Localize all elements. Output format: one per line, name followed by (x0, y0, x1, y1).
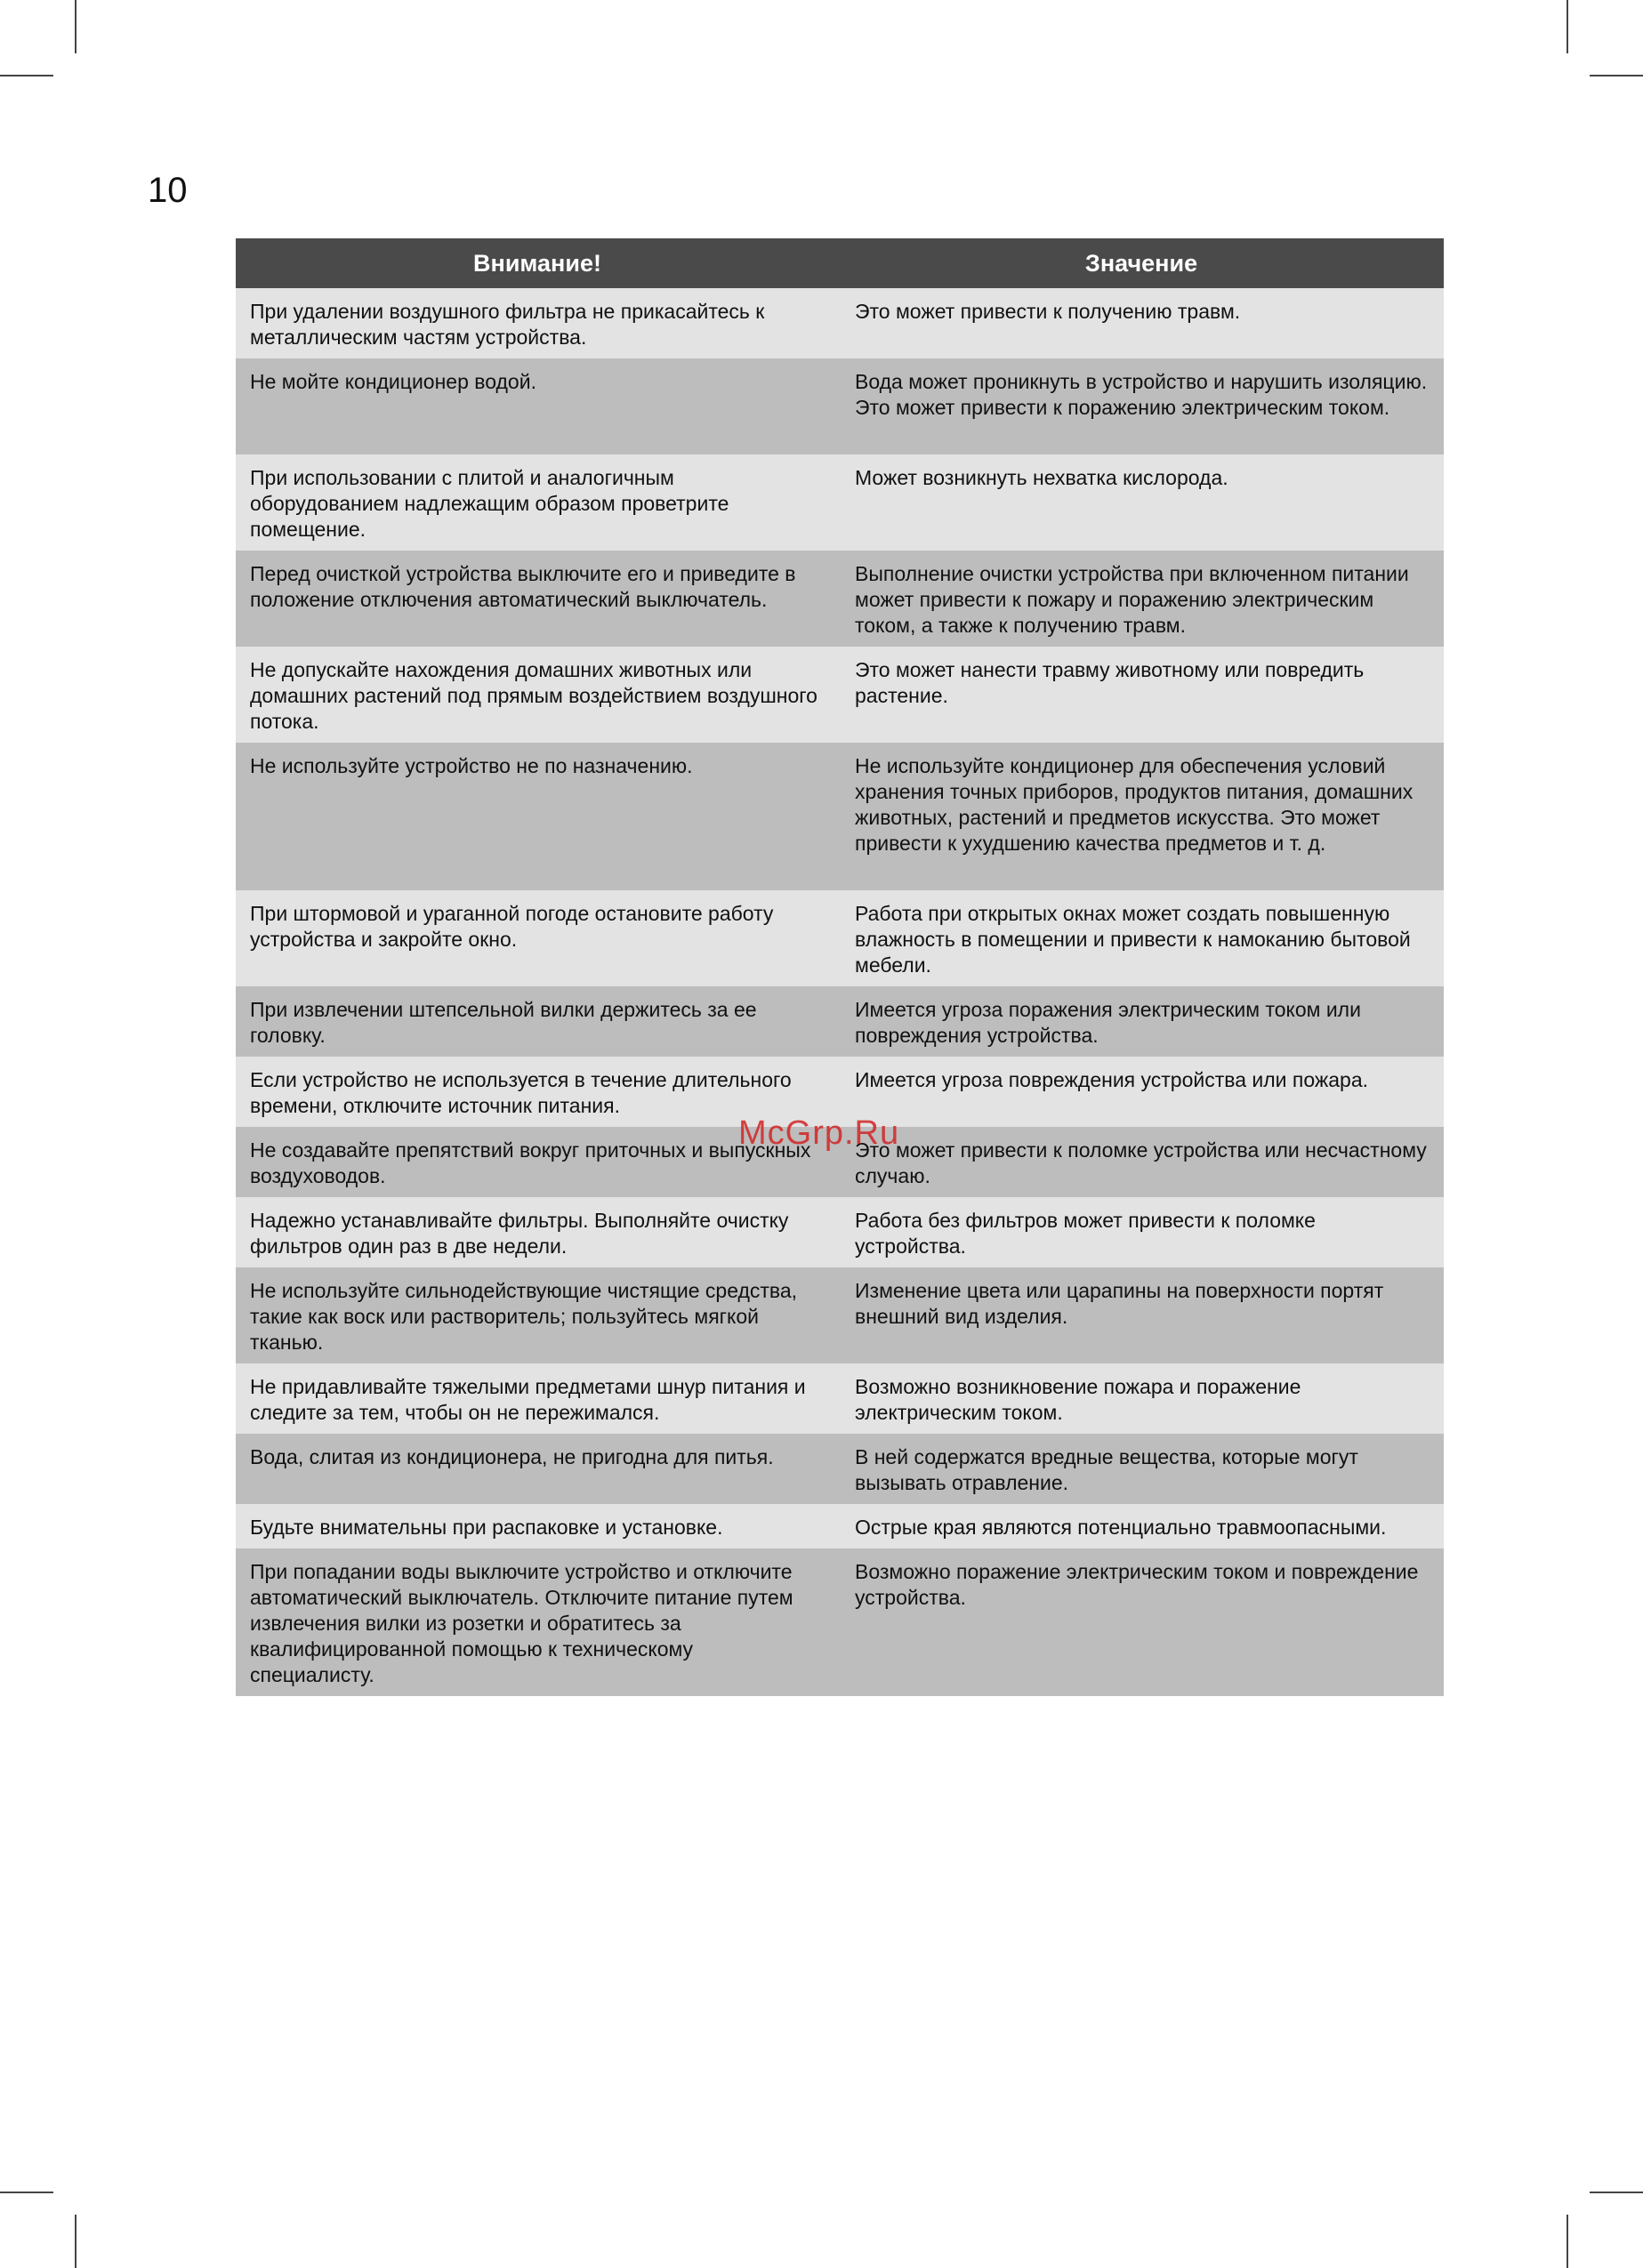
header-meaning: Значение (1084, 249, 1198, 277)
meaning-cell: Может возникнуть нехватка кислорода. (855, 466, 1228, 489)
attention-cell: Не мойте кондиционер водой. (250, 370, 536, 393)
crop-mark (75, 0, 77, 53)
crop-mark (1566, 0, 1568, 53)
table-row (236, 647, 1444, 743)
attention-cell: Не используйте сильнодействующие чистящие средства, такие как воск или растворитель; пользуйтесь мягкой тканью. (250, 1279, 798, 1354)
table-row (236, 890, 1444, 986)
safety-table (236, 238, 1444, 1696)
table-row (236, 1548, 1444, 1696)
attention-cell: При попадании воды выключите устройство и отключите автоматический выключатель. Отключите питание путем извлечения вилки из розетки и обратитесь за квалифицированной помощью к техническому специалисту. (250, 1560, 793, 1686)
meaning-cell: Это может привести к поломке устройства или несчастному случаю. (855, 1138, 1427, 1187)
meaning-cell: Это может привести к получению травм. (855, 300, 1241, 323)
meaning-cell: Вода может проникнуть в устройство и нарушить изоляцию. Это может привести к поражению электрическим током. (855, 370, 1428, 419)
watermark: McGrp.Ru (738, 1114, 900, 1152)
table-row (236, 1504, 1444, 1548)
attention-cell: Если устройство не используется в течение длительного времени, отключите источник питания. (250, 1068, 792, 1117)
crop-mark (75, 2215, 77, 2268)
attention-cell: Перед очисткой устройства выключите его и приведите в положение отключения автоматический выключатель. (250, 562, 796, 611)
attention-cell: Вода, слитая из кондиционера, не пригодна для питья. (250, 1445, 774, 1468)
attention-cell: При использовании с плитой и аналогичным оборудованием надлежащим образом проветрите помещение. (250, 466, 729, 541)
meaning-cell: Работа при открытых окнах может создать повышенную влажность в помещении и привести к намоканию бытовой мебели. (855, 902, 1411, 977)
table-row (236, 551, 1444, 647)
attention-cell: Надежно устанавливайте фильтры. Выполняйте очистку фильтров один раз в две недели. (250, 1209, 789, 1258)
attention-cell: Не используйте устройство не по назначению. (250, 754, 693, 777)
meaning-cell: Имеется угроза повреждения устройства или пожара. (855, 1068, 1369, 1091)
meaning-cell: Возможно возникновение пожара и поражение электрическим током. (855, 1375, 1301, 1424)
meaning-cell: Имеется угроза поражения электрическим током или повреждения устройства. (855, 998, 1361, 1047)
table-row (236, 454, 1444, 551)
crop-mark (1590, 2192, 1643, 2193)
attention-cell: Не допускайте нахождения домашних животных или домашних растений под прямым воздействием воздушного потока. (250, 658, 817, 733)
attention-cell: При удалении воздушного фильтра не прикасайтесь к металлическим частям устройства. (250, 300, 765, 349)
meaning-cell: Не используйте кондиционер для обеспечения условий хранения точных приборов, продуктов питания, домашних животных, растений и предметов искусства. Это может привести к ухудшению качества предметов и т. д. (855, 754, 1413, 855)
header-attention: Внимание! (473, 249, 601, 277)
meaning-cell: В ней содержатся вредные вещества, которые могут вызывать отравление. (855, 1445, 1358, 1494)
attention-cell: Будьте внимательны при распаковке и установке. (250, 1516, 723, 1539)
table-header (236, 238, 1444, 288)
crop-mark (1566, 2215, 1568, 2268)
meaning-cell: Выполнение очистки устройства при включенном питании может привести к пожару и поражению электрическим током, а также к получению травм. (855, 562, 1409, 637)
attention-cell: Не создавайте препятствий вокруг приточных и выпускных воздуховодов. (250, 1138, 811, 1187)
attention-cell: При извлечении штепсельной вилки держитесь за ее головку. (250, 998, 757, 1047)
meaning-cell: Острые края являются потенциально травмоопасными. (855, 1516, 1387, 1539)
table-row (236, 986, 1444, 1057)
table-row (236, 1363, 1444, 1434)
crop-mark (0, 75, 53, 76)
table-row (236, 1434, 1444, 1504)
meaning-cell: Работа без фильтров может привести к поломке устройства. (855, 1209, 1316, 1258)
table-row (236, 288, 1444, 358)
table-row (236, 1267, 1444, 1363)
table-row (236, 1197, 1444, 1267)
page-number: 10 (148, 171, 188, 210)
meaning-cell: Это может нанести травму животному или повредить растение. (855, 658, 1365, 707)
attention-cell: Не придавливайте тяжелыми предметами шнур питания и следите за тем, чтобы он не пережимался. (250, 1375, 806, 1424)
table-row (236, 358, 1444, 454)
crop-mark (1590, 75, 1643, 76)
crop-mark (0, 2192, 53, 2193)
meaning-cell: Изменение цвета или царапины на поверхности портят внешний вид изделия. (855, 1279, 1384, 1328)
meaning-cell: Возможно поражение электрическим током и повреждение устройства. (855, 1560, 1419, 1609)
attention-cell: При штормовой и ураганной погоде остановите работу устройства и закройте окно. (250, 902, 774, 951)
table-row (236, 743, 1444, 890)
